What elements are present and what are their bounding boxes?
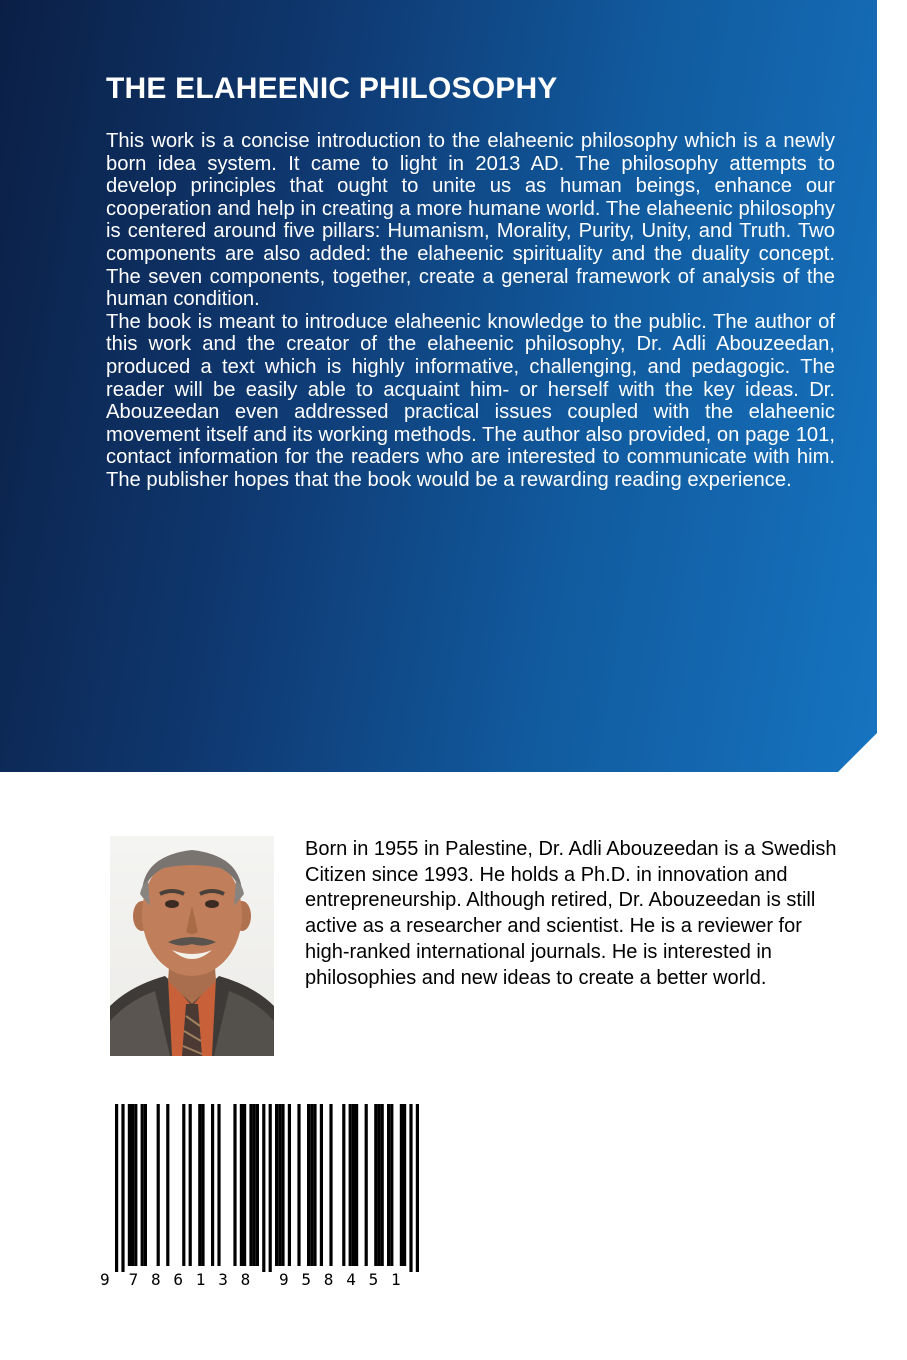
barcode-bar: [313, 1104, 316, 1266]
barcode-bar: [269, 1104, 272, 1272]
barcode-bar: [377, 1104, 380, 1266]
barcode-bar: [329, 1104, 332, 1266]
barcode-bar: [381, 1104, 384, 1266]
barcode-bar: [390, 1104, 393, 1266]
barcode-digit: 5: [368, 1270, 379, 1289]
author-photo: [110, 836, 274, 1056]
barcode-digit: 8: [323, 1270, 334, 1289]
barcode-digit: 5: [301, 1270, 312, 1289]
barcode-bar: [349, 1104, 352, 1266]
barcode-digit: 4: [346, 1270, 356, 1289]
barcode-bar: [374, 1104, 377, 1266]
barcode-bar: [249, 1104, 252, 1266]
barcode-bar: [403, 1104, 406, 1266]
barcode-bar: [275, 1104, 278, 1266]
isbn-barcode: [100, 1102, 430, 1292]
barcode-bar: [307, 1104, 310, 1266]
barcode-bar: [240, 1104, 243, 1266]
barcode-bar: [189, 1104, 192, 1266]
barcode-bar: [157, 1104, 160, 1266]
barcode-digit: 1: [391, 1270, 401, 1289]
barcode-bar: [211, 1104, 214, 1266]
barcode-bar: [201, 1104, 204, 1266]
barcode-bar: [320, 1104, 323, 1266]
author-bio: Born in 1955 in Palestine, Dr. Adli Abouzeedan is a Swedish Citizen since 1993. He holds a Ph.D. in innovation and entrepreneurship. Although retired, Dr. Abouzeedan is still active as a researcher and scientist. He is a reviewer for high-ranked international journals. He is interested in philosophies and new ideas to create a better world.: [305, 838, 837, 989]
barcode-bar: [243, 1104, 246, 1266]
barcode-digit: 9: [279, 1270, 289, 1289]
barcode-bar: [131, 1104, 134, 1266]
barcode-bar: [141, 1104, 144, 1266]
barcode-bar: [387, 1104, 390, 1266]
barcode-bars-icon: [100, 1102, 430, 1272]
barcode-bar: [134, 1104, 137, 1266]
author-portrait-icon: [110, 836, 274, 1056]
blurb-paragraph-1: This work is a concise introduction to the elaheenic philosophy which is a newly born idea system. It came to light in 2013 AD. The philosophy attempts to develop principles that ought to unite us as human beings, enhance our cooperation and help in creating a more humane world. The elaheenic philosophy is centered around five pillars: Humanism, Morality, Purity, Unity, and Truth. Two components are also added: the elaheenic spirituality and the duality concept. The seven components, together, create a general framework of analysis of the human condition.: [106, 130, 835, 311]
barcode-digit: 8: [151, 1270, 161, 1289]
barcode-bar: [233, 1104, 236, 1266]
barcode-bar: [288, 1104, 291, 1266]
barcode-bar: [256, 1104, 259, 1266]
barcode-bar: [310, 1104, 313, 1266]
barcode-bar: [355, 1104, 358, 1266]
barcode-digit: 1: [195, 1270, 206, 1289]
barcode-bar: [400, 1104, 403, 1266]
barcode-bar: [342, 1104, 345, 1266]
barcode-bar: [416, 1104, 419, 1272]
barcode-bar: [144, 1104, 147, 1266]
barcode-bar: [115, 1104, 118, 1272]
barcode-bar: [297, 1104, 300, 1266]
barcode-bar: [281, 1104, 284, 1266]
barcode-bar: [121, 1104, 124, 1272]
book-blurb: [106, 130, 835, 492]
barcode-bar: [352, 1104, 355, 1266]
barcode-bar: [409, 1104, 412, 1272]
barcode-bar: [253, 1104, 256, 1266]
barcode-digit: 6: [173, 1270, 184, 1289]
barcode-digit: 3: [218, 1270, 228, 1289]
barcode-bar: [198, 1104, 201, 1266]
barcode-digit: 7: [128, 1270, 139, 1289]
barcode-digits: [100, 1270, 430, 1292]
barcode-bar: [365, 1104, 368, 1266]
book-title: THE ELAHEENIC PHILOSOPHY: [106, 72, 558, 105]
blurb-paragraph-2: The book is meant to introduce elaheenic knowledge to the public. The author of this work and the creator of the elaheenic philosophy, Dr. Adli Abouzeedan, produced a text which is highly informative, challenging, and pedagogic. The reader will be easily able to acquaint him- or herself with the key ideas. Dr. Abouzeedan even addressed practical issues coupled with the elaheenic movement itself and its working methods. The author also provided, on page 101, contact information for the readers who are interested to communicate with him. The publisher hopes that the book would be a rewarding reading experience.: [106, 310, 835, 491]
barcode-bar: [166, 1104, 169, 1266]
barcode-bar: [217, 1104, 220, 1266]
barcode-bar: [278, 1104, 281, 1266]
barcode-bar: [262, 1104, 265, 1272]
barcode-digit: 9: [100, 1270, 110, 1289]
barcode-bar: [182, 1104, 185, 1266]
barcode-digit: 8: [240, 1270, 251, 1289]
barcode-bar: [128, 1104, 131, 1266]
